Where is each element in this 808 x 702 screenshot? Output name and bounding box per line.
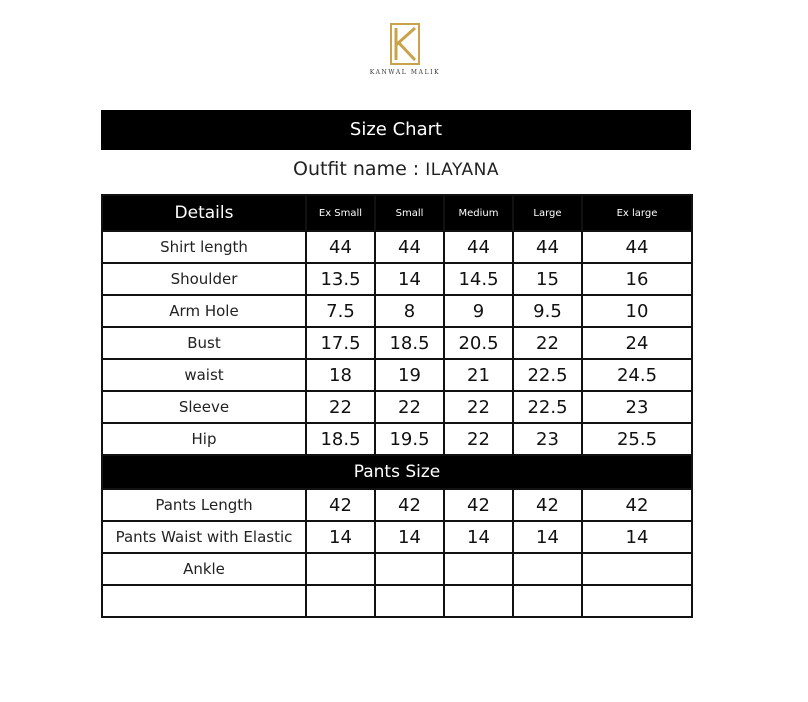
row-label (102, 585, 306, 617)
size-value-cell: 20.5 (444, 327, 513, 359)
size-value-cell: 44 (375, 231, 444, 263)
table-row (102, 391, 692, 423)
row-label: Ankle (102, 553, 306, 585)
size-value-cell: 44 (444, 231, 513, 263)
pants-section-title: Pants Size (102, 455, 692, 489)
row-label: Hip (102, 423, 306, 455)
row-label: Sleeve (102, 391, 306, 423)
km-monogram-icon (388, 22, 422, 66)
table-row (102, 327, 692, 359)
size-value-cell (444, 553, 513, 585)
size-value-cell: 22 (306, 391, 375, 423)
size-value-cell: 19.5 (375, 423, 444, 455)
row-label: Pants Waist with Elastic (102, 521, 306, 553)
size-value-cell: 42 (513, 489, 582, 521)
size-value-cell: 14 (513, 521, 582, 553)
size-value-cell: 18.5 (306, 423, 375, 455)
size-value-cell (306, 585, 375, 617)
outfit-name: ILAYANA (425, 160, 499, 180)
size-value-cell: 24 (582, 327, 692, 359)
row-label: waist (102, 359, 306, 391)
size-value-cell: 14.5 (444, 263, 513, 295)
size-value-cell (306, 553, 375, 585)
table-row (102, 263, 692, 295)
table-row (102, 423, 692, 455)
size-value-cell (582, 553, 692, 585)
size-value-cell (582, 585, 692, 617)
size-value-cell: 22 (513, 327, 582, 359)
details-header: Details (102, 195, 306, 231)
table-row (102, 359, 692, 391)
size-value-cell: 22.5 (513, 359, 582, 391)
size-value-cell: 9 (444, 295, 513, 327)
size-value-cell: 10 (582, 295, 692, 327)
outfit-name-line (101, 158, 691, 180)
row-label: Shirt length (102, 231, 306, 263)
size-value-cell: 14 (375, 521, 444, 553)
table-row (102, 295, 692, 327)
size-value-cell: 22 (444, 391, 513, 423)
size-header-medium: Medium (444, 195, 513, 231)
size-value-cell (513, 553, 582, 585)
table-row (102, 231, 692, 263)
row-label: Bust (102, 327, 306, 359)
size-value-cell: 22 (444, 423, 513, 455)
table-row (102, 489, 692, 521)
size-value-cell: 25.5 (582, 423, 692, 455)
size-value-cell: 23 (582, 391, 692, 423)
table-row (102, 553, 692, 585)
size-value-cell: 14 (306, 521, 375, 553)
size-value-cell: 14 (582, 521, 692, 553)
size-value-cell: 18.5 (375, 327, 444, 359)
size-value-cell: 14 (444, 521, 513, 553)
row-label: Arm Hole (102, 295, 306, 327)
brand-logo (360, 22, 450, 76)
size-header-ex-large: Ex large (582, 195, 692, 231)
size-table (101, 194, 693, 618)
size-value-cell: 13.5 (306, 263, 375, 295)
size-value-cell (375, 553, 444, 585)
size-value-cell: 22.5 (513, 391, 582, 423)
size-value-cell: 16 (582, 263, 692, 295)
size-value-cell (444, 585, 513, 617)
size-value-cell: 44 (306, 231, 375, 263)
size-value-cell: 19 (375, 359, 444, 391)
size-value-cell: 44 (582, 231, 692, 263)
size-value-cell (375, 585, 444, 617)
table-header-row (102, 195, 692, 231)
size-value-cell: 22 (375, 391, 444, 423)
brand-name: KANWAL MALIK (369, 69, 441, 76)
size-value-cell: 18 (306, 359, 375, 391)
size-value-cell: 14 (375, 263, 444, 295)
size-value-cell: 9.5 (513, 295, 582, 327)
size-value-cell: 23 (513, 423, 582, 455)
table-row (102, 585, 692, 617)
size-value-cell (513, 585, 582, 617)
size-value-cell: 21 (444, 359, 513, 391)
size-header-large: Large (513, 195, 582, 231)
row-label: Pants Length (102, 489, 306, 521)
table-row (102, 521, 692, 553)
size-value-cell: 42 (306, 489, 375, 521)
size-header-ex-small: Ex Small (306, 195, 375, 231)
size-value-cell: 15 (513, 263, 582, 295)
outfit-label: Outfit name : (292, 158, 420, 180)
size-value-cell: 7.5 (306, 295, 375, 327)
size-header-small: Small (375, 195, 444, 231)
size-value-cell: 17.5 (306, 327, 375, 359)
size-value-cell: 44 (513, 231, 582, 263)
size-value-cell: 42 (375, 489, 444, 521)
size-chart-title: Size Chart (101, 110, 691, 150)
row-label: Shoulder (102, 263, 306, 295)
size-value-cell: 42 (582, 489, 692, 521)
size-value-cell: 42 (444, 489, 513, 521)
size-value-cell: 24.5 (582, 359, 692, 391)
size-value-cell: 8 (375, 295, 444, 327)
pants-section-row (102, 455, 692, 489)
